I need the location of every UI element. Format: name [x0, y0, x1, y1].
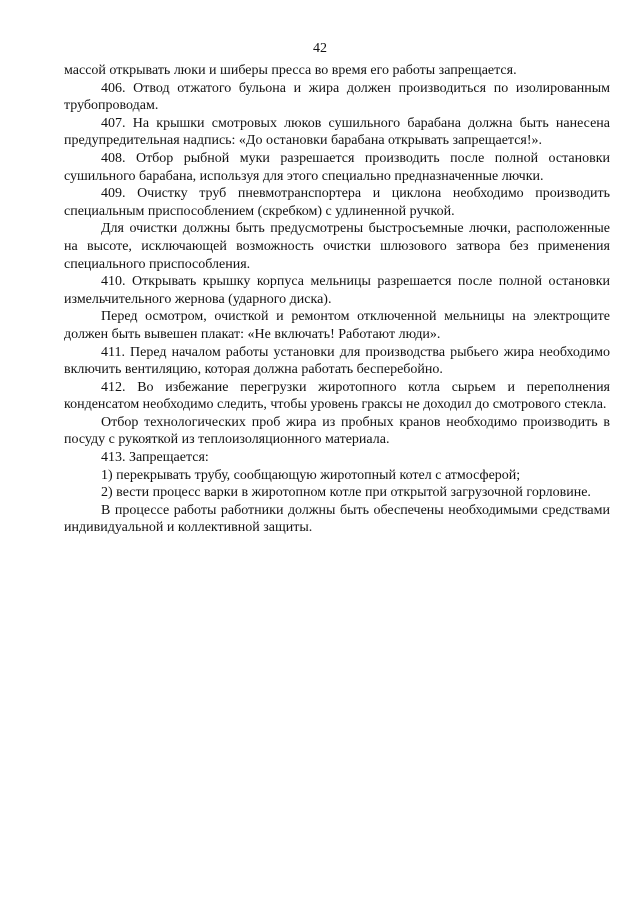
- page-number: 42: [313, 41, 327, 56]
- document-body: [64, 62, 610, 537]
- paragraph-413: 413. Запрещается:: [101, 450, 209, 466]
- paragraph-409-cont: Для очистки должны быть предусмотрены быстросъемные лючки, расположенные на высоте, исключающей возможность очистки шлюзового затвора без применения специального приспособления.: [64, 221, 610, 272]
- list-item-1: 1) перекрывать трубу, сообщающую жиротопный котел с атмосферой;: [101, 467, 521, 483]
- paragraph-409: 409. Очистку труб пневмотранспортера и циклона необходимо производить специальным приспособлением (скребком) с удлиненной ручкой.: [64, 186, 610, 219]
- paragraph-closing: В процессе работы работники должны быть обеспечены необходимыми средствами индивидуальной и коллективной защиты.: [64, 502, 610, 536]
- list-item-2: 2) вести процесс варки в жиротопном котле при открытой загрузочной горловине.: [101, 485, 591, 501]
- paragraph-408: 408. Отбор рыбной муки разрешается производить после полной остановки сушильного барабана, используя для этого специально предназначенные лючки.: [64, 150, 610, 184]
- paragraph-411: 411. Перед началом работы установки для производства рыбьего жира необходимо включить вентиляцию, которая должна работать бесперебойно.: [64, 344, 610, 378]
- paragraph-406: 406. Отвод отжатого бульона и жира должен производиться по изолированным трубопроводам.: [64, 80, 610, 114]
- paragraph-410-cont: Перед осмотром, очисткой и ремонтом отключенной мельницы на электрощите должен быть вывешен плакат: «Не включать! Работают люди».: [64, 309, 610, 342]
- paragraph-412-cont: Отбор технологических проб жира из пробных кранов необходимо производить в посуду с рукояткой из теплоизоляционного материала.: [64, 414, 610, 448]
- paragraph-407: 407. На крышки смотровых люков сушильного барабана должна быть нанесена предупредительная надпись: «До остановки барабана открывать запрещается!».: [64, 115, 610, 149]
- paragraph-412: 412. Во избежание перегрузки жиротопного котла сырьем и переполнения конденсатом необходимо следить, чтобы уровень граксы не доходил до смотрового стекла.: [64, 379, 610, 413]
- paragraph-continuation: массой открывать люки и шиберы пресса во время его работы запрещается.: [64, 63, 517, 78]
- paragraph-410: 410. Открывать крышку корпуса мельницы разрешается после полной остановки измельчительного жернова (ударного диска).: [64, 274, 610, 307]
